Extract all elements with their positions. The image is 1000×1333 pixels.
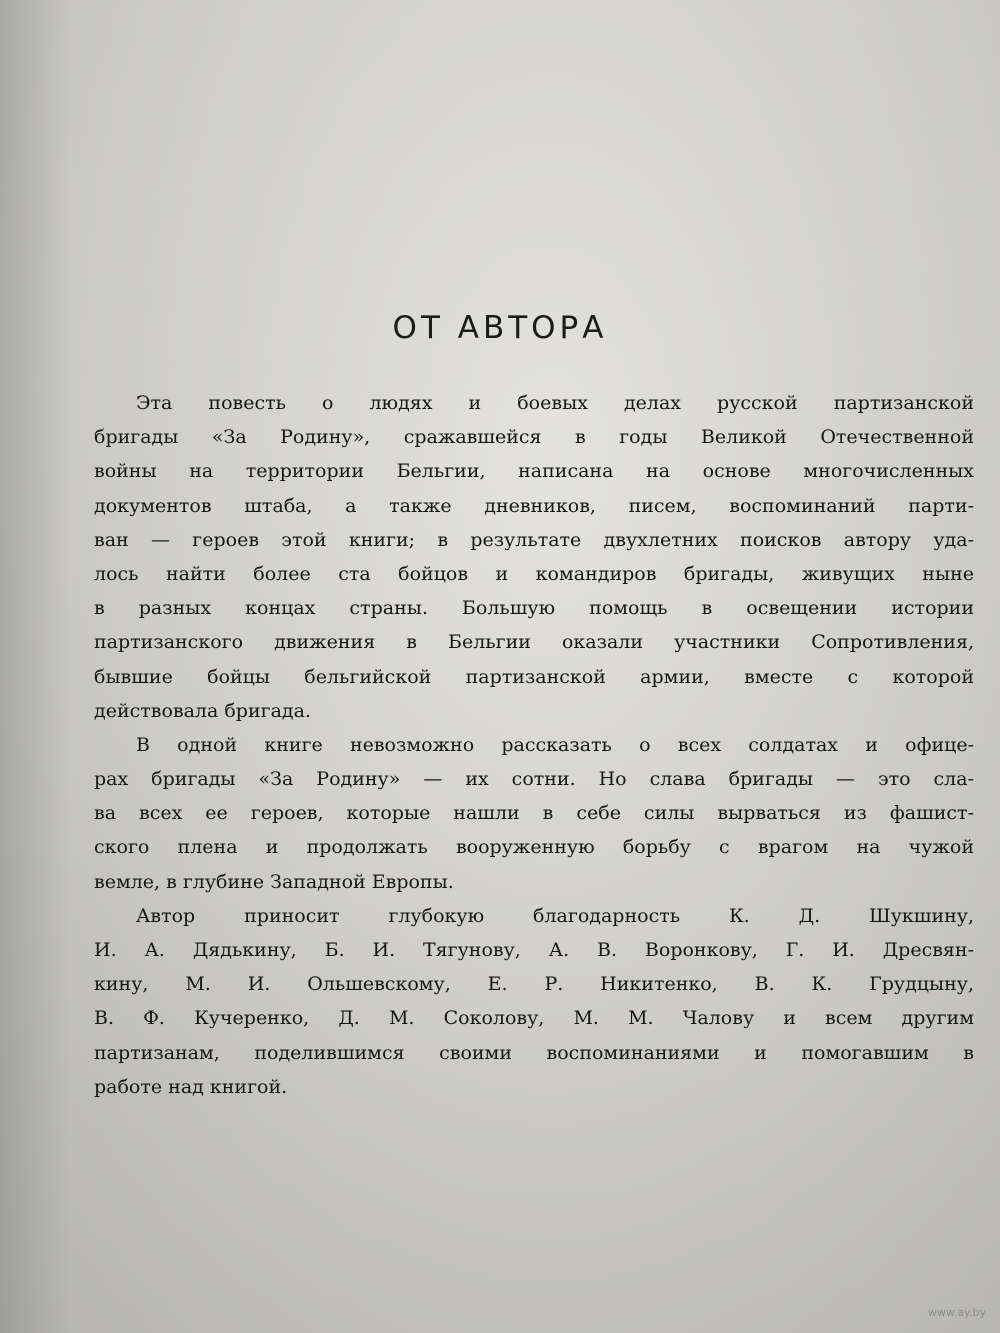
text-line: ва всех ее героев, которые нашли в себе силы вырваться из фашист- [94, 802, 974, 825]
text-line: партизанского движения в Бельгии оказали участники Сопротивления, [94, 631, 974, 654]
text-line: партизанам, поделившимся своими воспоминаниями и помогавшим в [94, 1041, 974, 1064]
text-line: войны на территории Бельгии, написана на основе многочисленных [94, 460, 974, 483]
text-line: В. Ф. Кучеренко, Д. М. Соколову, М. М. Чалову и всем другим [94, 1007, 974, 1030]
text-line: Эта повесть о людях и боевых делах русской партизанской [136, 392, 974, 414]
page-title: ОТ АВТОРА [392, 310, 608, 346]
text-line: лось найти более ста бойцов и командиров бригады, живущих ныне [94, 562, 974, 585]
body-text [94, 386, 974, 1104]
text-line: В одной книге невозможно рассказать о всех солдатах и офице- [136, 733, 974, 756]
text-line: Автор приносит глубокую благодарность К. Д. Шукшину, [136, 904, 974, 927]
text-line: документов штаба, а также дневников, писем, воспоминаний парти- [94, 494, 974, 517]
text-line: ского плена и продолжать вооруженную борьбу с врагом на чужой [94, 836, 974, 859]
text-line: действовала бригада. [94, 699, 311, 722]
text-line: бывшие бойцы бельгийской партизанской армии, вместе с которой [94, 665, 974, 688]
text-line: И. А. Дядькину, Б. И. Тягунову, А. В. Воронкову, Г. И. Дресвян- [94, 939, 974, 961]
text-line: вемле, в глубине Западной Европы. [94, 870, 454, 893]
text-line: работе над книгой. [94, 1075, 288, 1098]
text-line: рах бригады «За Родину» — их сотни. Но слава бригады — это сла- [94, 768, 974, 791]
text-line: бригады «За Родину», сражавшейся в годы Великой Отечественной [94, 426, 974, 449]
page-shadow [0, 0, 70, 1333]
text-line: в разных концах страны. Большую помощь в освещении истории [94, 597, 974, 620]
text-line: ван — героев этой книги; в результате двухлетних поисков автору уда- [94, 528, 974, 551]
watermark: www.ay.by [927, 1306, 986, 1319]
text-line: кину, М. И. Ольшевскому, Е. Р. Никитенко, В. К. Грудцыну, [94, 973, 974, 996]
